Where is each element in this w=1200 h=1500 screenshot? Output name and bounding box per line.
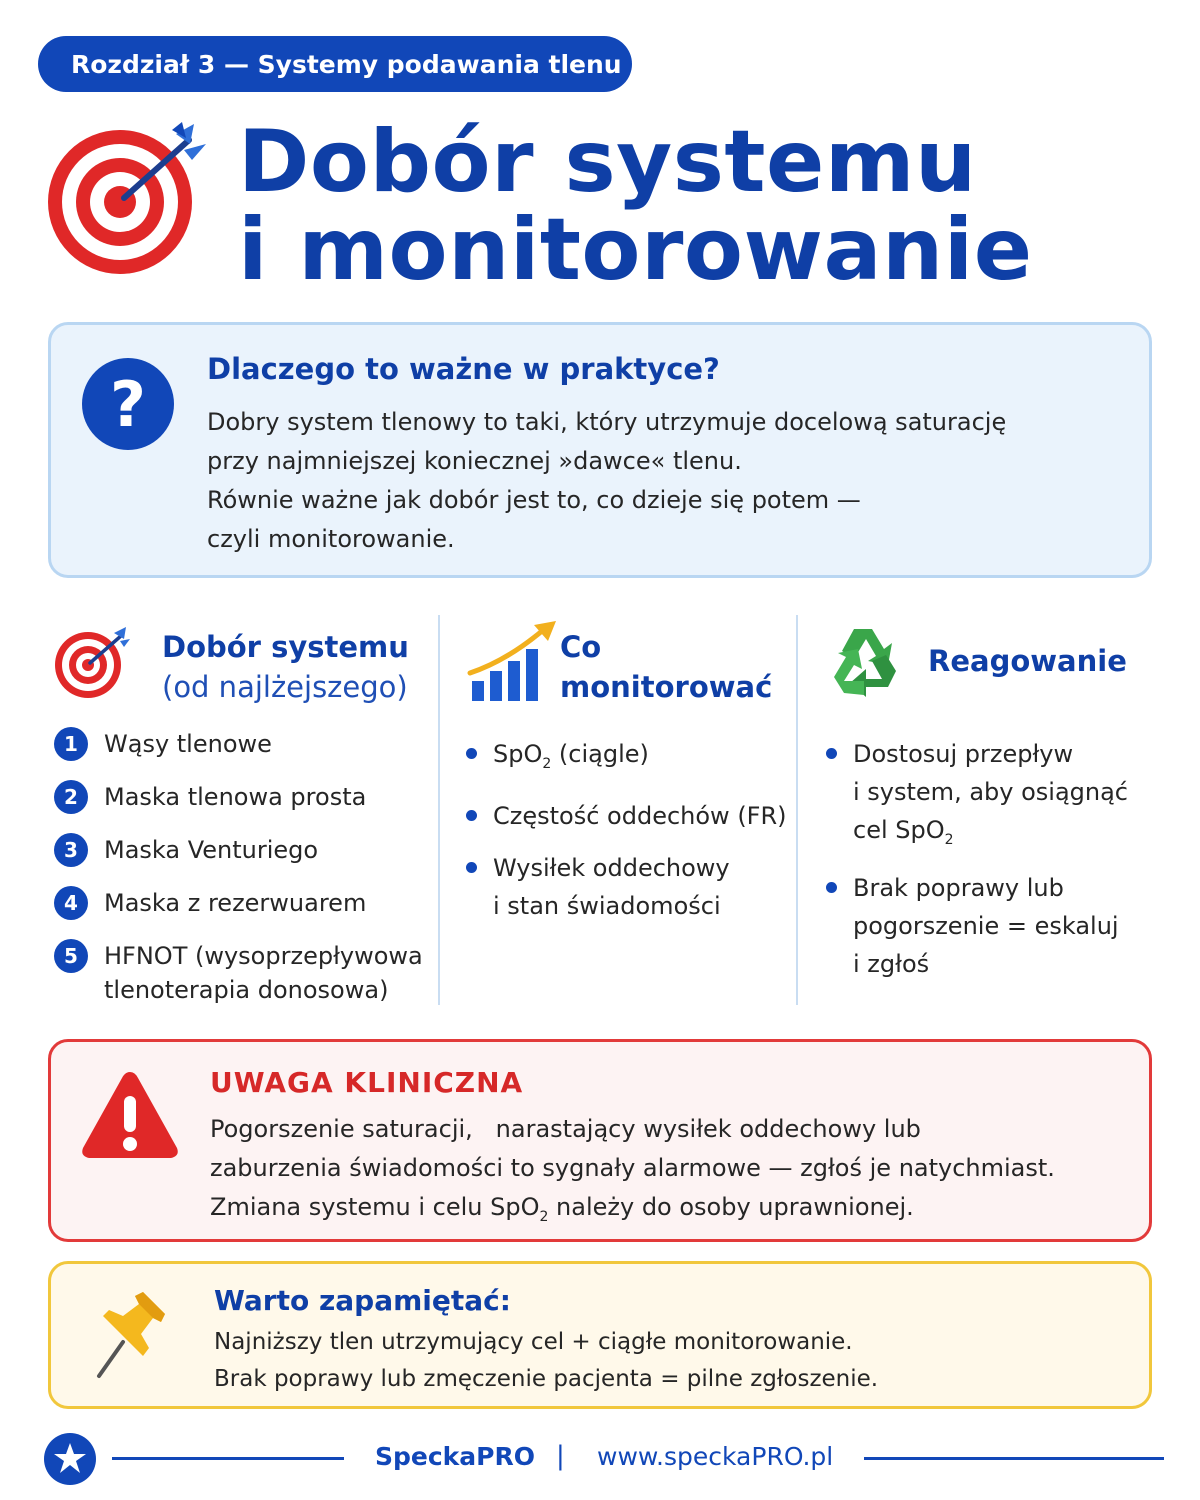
list-item-line: tlenoterapia donosowa) bbox=[104, 976, 389, 1004]
list-item bbox=[54, 833, 423, 886]
list-item-text: Maska tlenowa prosta bbox=[104, 783, 367, 811]
memo-line: Najniższy tlen utrzymujący cel + ciągłe monitorowanie. bbox=[214, 1329, 853, 1355]
list-item-text bbox=[104, 939, 423, 1007]
column-divider bbox=[438, 615, 440, 1005]
footer-brand: SpeckaPRO bbox=[375, 1442, 535, 1471]
number-badge: 4 bbox=[54, 886, 88, 920]
list-item-line: i stan świadomości bbox=[493, 891, 721, 920]
target-icon bbox=[44, 120, 214, 280]
monitor-title-line: monitorować bbox=[560, 670, 773, 704]
number-badge: 2 bbox=[54, 780, 88, 814]
warning-icon bbox=[79, 1068, 181, 1162]
why-title: Dlaczego to ważne w praktyce? bbox=[207, 352, 720, 386]
list-item-text: Częstość oddechów (FR) bbox=[493, 801, 787, 830]
footer-url[interactable]: www.speckaPRO.pl bbox=[597, 1442, 834, 1471]
alert-line: zaburzenia świadomości to sygnały alarmowe — zgłoś je natychmiast. bbox=[210, 1154, 1055, 1182]
list-item-text bbox=[853, 869, 1119, 983]
alert-title: UWAGA KLINICZNA bbox=[210, 1066, 524, 1099]
react-title: Reagowanie bbox=[928, 644, 1127, 678]
selection-subtitle: (od najlżejszego) bbox=[162, 670, 408, 704]
bullet bbox=[466, 810, 477, 821]
list-item-text: Maska Venturiego bbox=[104, 836, 319, 864]
alert-line: Pogorszenie saturacji, narastający wysiłek oddechowy lub bbox=[210, 1115, 921, 1143]
number-badge: 5 bbox=[54, 939, 88, 973]
selection-column bbox=[50, 615, 438, 1005]
alert-text bbox=[210, 1110, 1130, 1237]
monitor-title bbox=[560, 627, 772, 707]
page-title bbox=[238, 112, 1178, 300]
memo-title: Warto zapamiętać: bbox=[214, 1284, 511, 1317]
alert-line-part: należy do osoby uprawnionej. bbox=[548, 1193, 914, 1221]
memo-line: Brak poprawy lub zmęczenie pacjenta = pilne zgłoszenie. bbox=[214, 1366, 879, 1392]
react-column bbox=[800, 615, 1160, 1005]
chart-growth-icon bbox=[466, 621, 562, 705]
monitor-title-line: Co bbox=[560, 630, 602, 664]
target-icon bbox=[52, 627, 132, 699]
subscript: 2 bbox=[944, 831, 954, 848]
list-item bbox=[54, 939, 423, 1004]
number-badge: 3 bbox=[54, 833, 88, 867]
list-item-text bbox=[853, 735, 1128, 859]
why-line: przy najmniejszej koniecznej »dawce« tlenu. bbox=[207, 447, 742, 475]
list-item-line: i system, aby osiągnąć bbox=[853, 778, 1129, 806]
list-item-line: Dostosuj przepływ bbox=[853, 740, 1074, 768]
title-line-1: Dobór systemu bbox=[238, 112, 977, 212]
why-line: czyli monitorowanie. bbox=[207, 525, 455, 553]
bullet bbox=[466, 862, 477, 873]
list-item bbox=[54, 727, 423, 780]
column-divider bbox=[796, 615, 798, 1005]
alert-line bbox=[210, 1188, 1130, 1237]
chapter-badge bbox=[38, 36, 632, 92]
list-item bbox=[826, 735, 1128, 859]
target-spo2-label: cel SpO bbox=[853, 816, 945, 844]
list-item bbox=[54, 780, 423, 833]
system-list bbox=[54, 727, 423, 1004]
list-item-text: Wąsy tlenowe bbox=[104, 730, 272, 758]
list-item-text bbox=[493, 849, 730, 925]
star-icon bbox=[44, 1433, 96, 1485]
list-item-text: Maska z rezerwuarem bbox=[104, 889, 367, 917]
list-item-line: pogorszenie = eskaluj bbox=[853, 911, 1119, 940]
list-item bbox=[466, 735, 787, 783]
number-badge: 1 bbox=[54, 727, 88, 761]
list-item bbox=[826, 869, 1128, 983]
alert-line-part: Zmiana systemu i celu SpO bbox=[210, 1193, 540, 1221]
recycle-icon bbox=[824, 621, 906, 703]
footer-line bbox=[864, 1457, 1164, 1460]
spo2-label: SpO bbox=[493, 740, 543, 768]
remember-box bbox=[48, 1261, 1152, 1409]
subscript: 2 bbox=[542, 755, 552, 772]
why-line: Dobry system tlenowy to taki, który utrzymuje docelową saturację bbox=[207, 408, 1007, 436]
list-item-line: i zgłoś bbox=[853, 949, 930, 978]
monitor-list bbox=[466, 735, 787, 939]
pushpin-icon bbox=[89, 1284, 171, 1384]
subscript: 2 bbox=[539, 1208, 549, 1225]
why-it-matters-box bbox=[48, 322, 1152, 578]
bullet bbox=[826, 748, 837, 759]
question-mark-icon: ? bbox=[82, 358, 174, 450]
selection-title-text: Dobór systemu bbox=[162, 630, 409, 664]
footer-separator: | bbox=[556, 1441, 565, 1471]
list-item-line bbox=[853, 811, 1128, 859]
react-list bbox=[826, 735, 1128, 997]
bullet bbox=[826, 882, 837, 893]
list-item-suffix: (ciągle) bbox=[551, 740, 649, 768]
list-item-line: HFNOT (wysoprzepływowa bbox=[104, 942, 423, 970]
why-line: Równie ważne jak dobór jest to, co dzieje się potem — bbox=[207, 486, 861, 514]
why-text bbox=[207, 403, 1107, 559]
title-line-2: i monitorowanie bbox=[238, 200, 1033, 300]
chapter-label: Rozdział 3 — Systemy podawania tlenu bbox=[71, 49, 622, 79]
list-item bbox=[466, 797, 787, 835]
list-item-line: Brak poprawy lub bbox=[853, 873, 1064, 902]
clinical-alert-box bbox=[48, 1039, 1152, 1242]
list-item-text bbox=[493, 735, 649, 783]
monitor-column bbox=[442, 615, 796, 1005]
selection-title bbox=[162, 627, 409, 707]
list-item bbox=[466, 849, 787, 925]
list-item bbox=[54, 886, 423, 939]
footer-line bbox=[112, 1457, 344, 1460]
list-item-line: Wysiłek oddechowy bbox=[493, 853, 730, 882]
bullet bbox=[466, 748, 477, 759]
memo-text bbox=[214, 1324, 1114, 1398]
